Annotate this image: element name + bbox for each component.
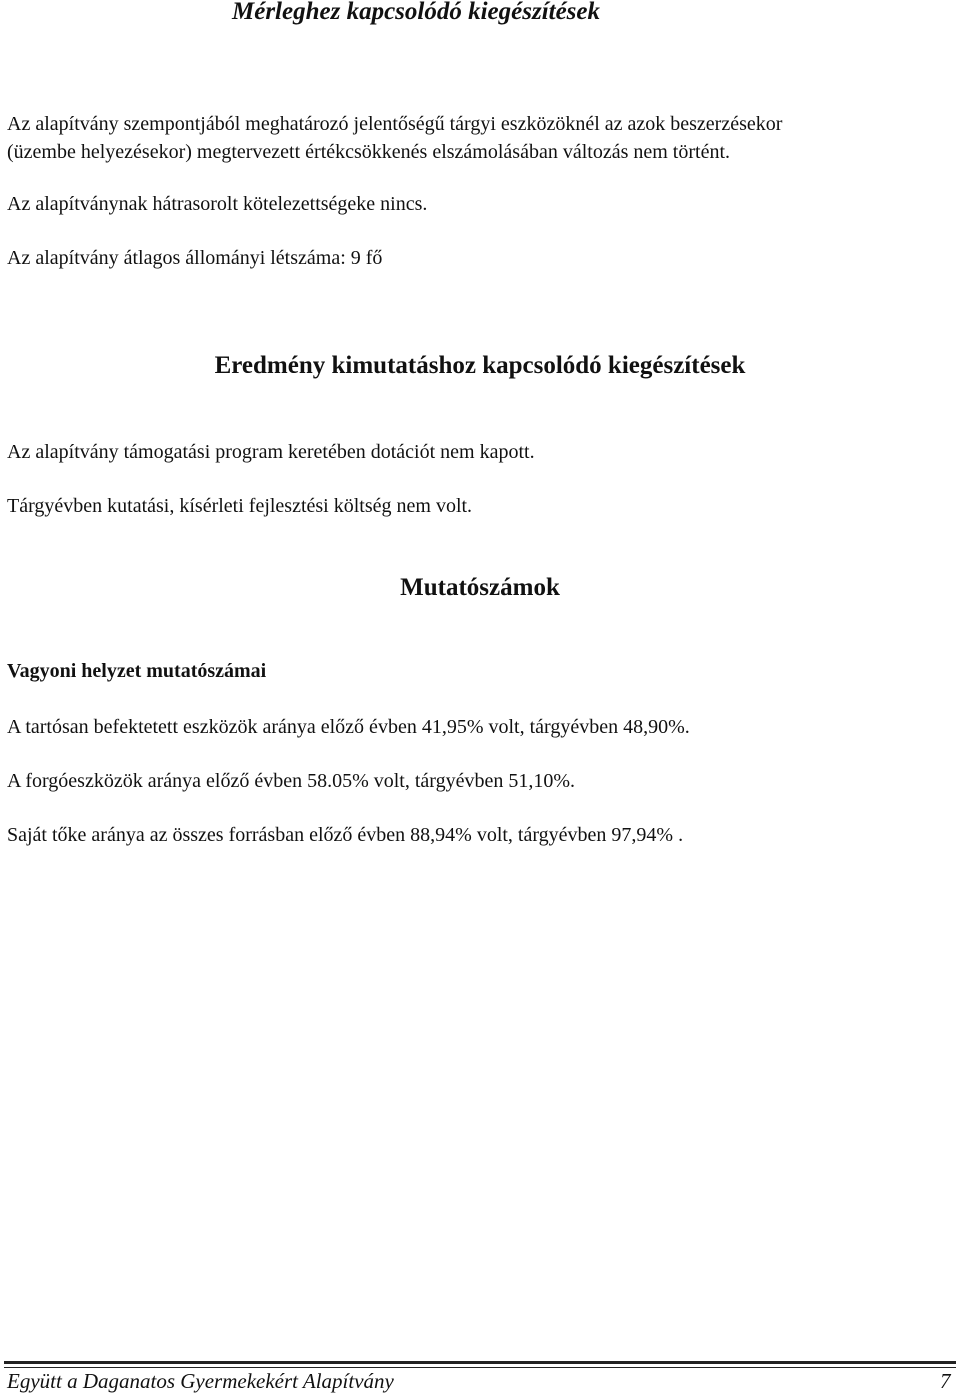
paragraph-depreciation-line2: (üzembe helyezésekor) megtervezett értékcsökkenés elszámolásában változás nem történt. bbox=[7, 141, 730, 163]
paragraph-headcount: Az alapítvány átlagos állományi létszáma: 9 fő bbox=[7, 247, 383, 269]
paragraph-fixed-assets-ratio: A tartósan befektetett eszközök aránya előző évben 41,95% volt, tárgyévben 48,90%. bbox=[7, 716, 690, 738]
paragraph-research-costs: Tárgyévben kutatási, kísérleti fejlesztési költség nem volt. bbox=[7, 495, 473, 517]
paragraph-equity-ratio: Saját tőke aránya az összes forrásban előző évben 88,94% volt, tárgyévben 97,94% . bbox=[7, 824, 684, 846]
paragraph-subordinated-liabilities: Az alapítványnak hátrasorolt kötelezettségeke nincs. bbox=[7, 193, 428, 215]
footer-rule-thin bbox=[4, 1367, 956, 1368]
section-title-ratios: Mutatószámok bbox=[400, 574, 560, 601]
paragraph-grants: Az alapítvány támogatási program keretében dotációt nem kapott. bbox=[7, 441, 535, 463]
paragraph-depreciation-line1: Az alapítvány szempontjából meghatározó jelentőségű tárgyi eszközöknél az azok beszerzésekor bbox=[7, 113, 783, 135]
footer-page-number: 7 bbox=[940, 1369, 951, 1393]
footer-organization: Együtt a Daganatos Gyermekekért Alapítvány bbox=[7, 1369, 394, 1393]
section-title-income-statement: Eredmény kimutatáshoz kapcsolódó kiegészítések bbox=[214, 352, 746, 379]
section-title-balance: Mérleghez kapcsolódó kiegészítések bbox=[232, 0, 601, 25]
footer-rule-thick bbox=[4, 1361, 956, 1364]
subsection-title-asset-ratios: Vagyoni helyzet mutatószámai bbox=[7, 660, 267, 682]
paragraph-current-assets-ratio: A forgóeszközök aránya előző évben 58.05% volt, tárgyévben 51,10%. bbox=[7, 770, 575, 792]
